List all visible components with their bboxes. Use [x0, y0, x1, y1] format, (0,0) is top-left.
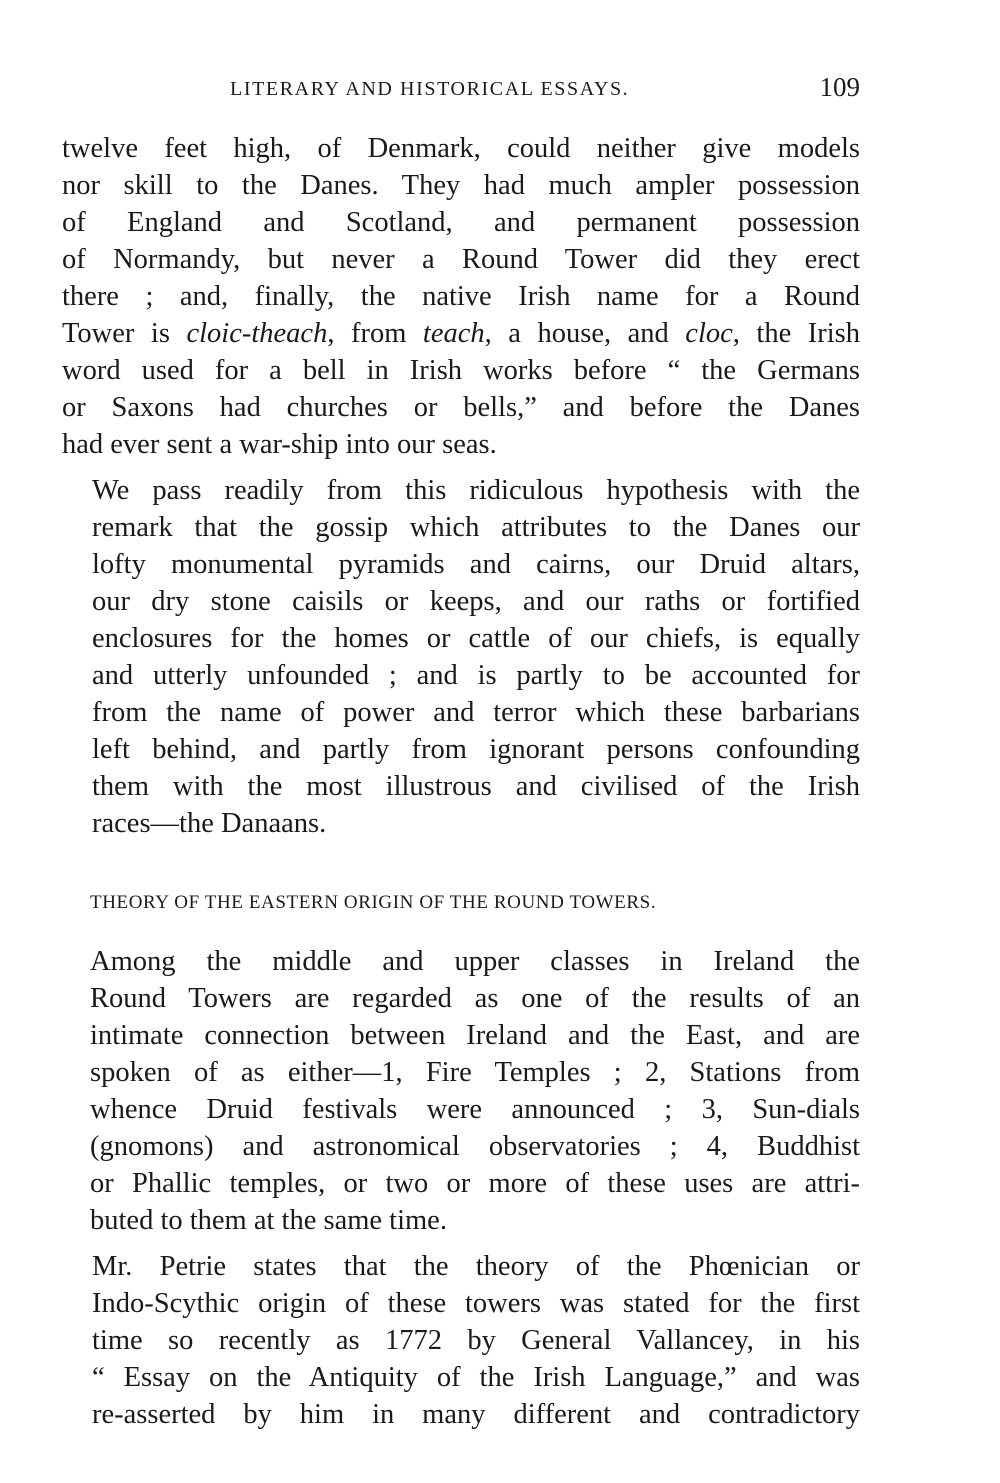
paragraph-eastern-origin [62, 943, 860, 1239]
text-line: Among the middle and upper classes in Ireland the [90, 946, 860, 977]
text-line: left behind, and partly from ignorant persons confounding [92, 734, 860, 765]
text-line: time so recently as 1772 by General Vallancey, in his [92, 1325, 860, 1356]
text-line: buted to them at the same time. [90, 1205, 447, 1236]
book-page [62, 72, 860, 1433]
text-line: whence Druid festivals were announced ; 3, Sun-dials [90, 1094, 860, 1125]
text-line: of Normandy, but never a Round Tower did they erect [62, 244, 860, 275]
text-line: spoken of as either—1, Fire Temples ; 2, Stations from [90, 1057, 860, 1088]
text-line: there ; and, finally, the native Irish name for a Round [62, 281, 860, 312]
text-line: lofty monumental pyramids and cairns, our Druid altars, [92, 549, 860, 580]
text-line: or Phallic temples, or two or more of these uses are attri- [90, 1168, 860, 1199]
text-line: twelve feet high, of Denmark, could neither give models [62, 133, 860, 164]
text-line: races—the Danaans. [92, 808, 327, 839]
paragraph-petrie-vallancey [62, 1248, 860, 1433]
text-line: Mr. Petrie states that the theory of the Phœnician or [92, 1251, 860, 1282]
text-line: enclosures for the homes or cattle of our chiefs, is equally [92, 623, 860, 654]
text-line: Round Towers are regarded as one of the results of an [90, 983, 860, 1014]
text-line: (gnomons) and astronomical observatories ; 4, Buddhist [90, 1131, 860, 1162]
text-line: our dry stone caisils or keeps, and our raths or fortified [92, 586, 860, 617]
paragraph-ridiculous-hypothesis [62, 472, 860, 842]
page-number: 109 [819, 72, 860, 102]
text-line: of England and Scotland, and permanent possession [62, 207, 860, 238]
text-line: or Saxons had churches or bells,” and before the Danes [62, 392, 860, 423]
text-line: re-asserted by him in many different and contradictory [92, 1399, 860, 1430]
text-line: word used for a bell in Irish works before “ the Germans [62, 355, 860, 386]
text-line-italic-terms: Tower is cloic-theach, from teach, a house, and cloc, the Irish [62, 318, 861, 349]
text-line: had ever sent a war-ship into our seas. [62, 429, 497, 460]
running-header [62, 72, 860, 112]
text-line: intimate connection between Ireland and the East, and are [90, 1020, 860, 1051]
paragraph-danes-towers [62, 130, 860, 463]
text-line: remark that the gossip which attributes to the Danes our [92, 512, 860, 543]
text-line: from the name of power and terror which these barbarians [92, 697, 860, 728]
text-line: Indo-Scythic origin of these towers was stated for the first [92, 1288, 860, 1319]
text-line: and utterly unfounded ; and is partly to be accounted for [92, 660, 860, 691]
text-line: them with the most illustrous and civilised of the Irish [92, 771, 860, 802]
text-line: “ Essay on the Antiquity of the Irish Language,” and was [92, 1362, 860, 1393]
text-line: nor skill to the Danes. They had much ampler possession [62, 170, 860, 201]
running-title: LITERARY AND HISTORICAL ESSAYS. [230, 78, 630, 100]
section-heading: THEORY OF THE EASTERN ORIGIN OF THE ROUND TOWERS. [90, 892, 657, 913]
text-line: We pass readily from this ridiculous hypothesis with the [92, 475, 860, 506]
